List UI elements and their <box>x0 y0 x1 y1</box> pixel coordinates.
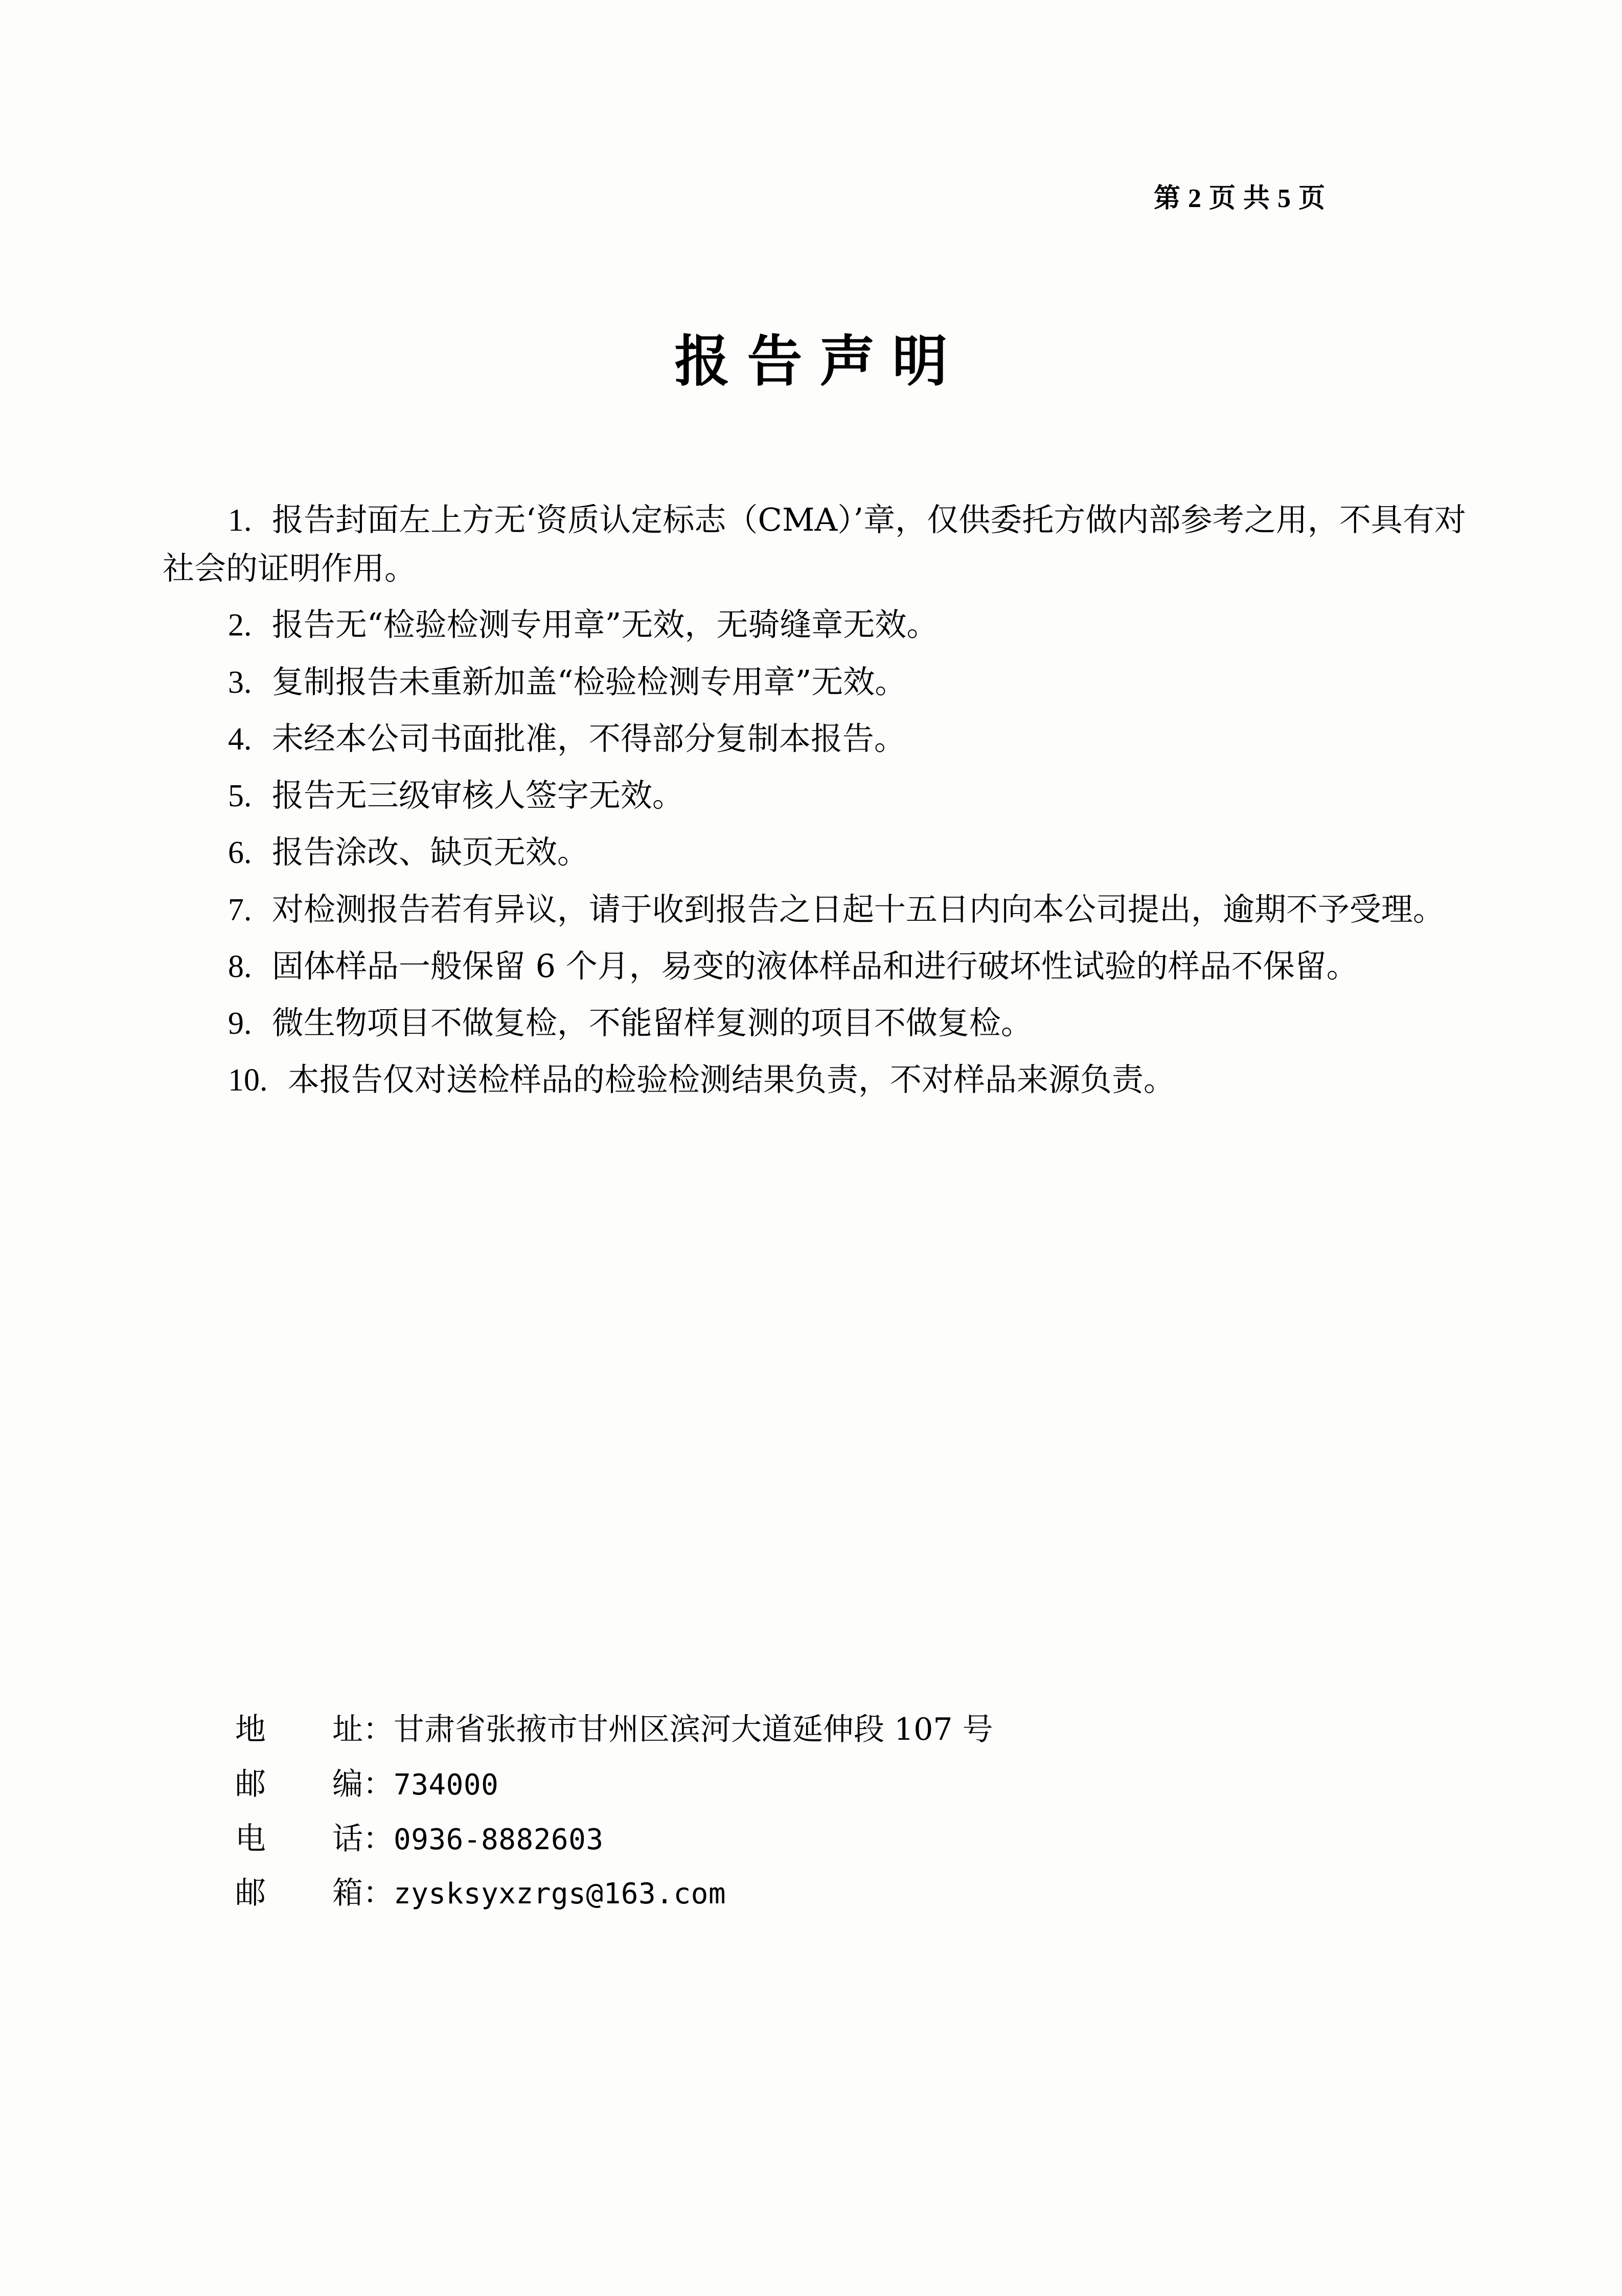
clause-item <box>163 658 1466 707</box>
contact-label-char-2: 箱 <box>332 1875 363 1912</box>
clause-text: 报告无“检验检测专用章”无效，无骑缝章无效。 <box>271 606 939 644</box>
contact-information <box>235 1702 1462 1921</box>
clause-number: 1. <box>228 503 252 538</box>
contact-label-char-2: 编 <box>332 1766 363 1802</box>
contact-value-email: zysksyxzrgs@163.com <box>394 1877 726 1911</box>
contact-label-char-2: 话 <box>332 1821 363 1857</box>
clause-text: 固体样品一般保留 6 个月，易变的液体样品和进行破坏性试验的样品不保留。 <box>271 947 1358 985</box>
clause-item <box>163 828 1466 877</box>
clause-item <box>163 771 1466 820</box>
clause-text: 复制报告未重新加盖“检验检测专用章”无效。 <box>271 663 907 700</box>
contact-label-char-2: 址 <box>332 1712 363 1747</box>
clause-number: 4. <box>228 721 252 757</box>
contact-value-postcode: 734000 <box>394 1768 499 1802</box>
clause-number: 3. <box>228 665 252 700</box>
contact-label-char-1: 电 <box>235 1821 266 1857</box>
clause-text: 报告封面左上方无‘资质认定标志（CMA）’章，仅供委托方做内部参考之用，不具有对社会的证明作用。 <box>163 501 1466 587</box>
clause-text: 报告无三级审核人签字无效。 <box>271 777 684 814</box>
contact-separator: ： <box>363 1766 394 1802</box>
page-number-header: 第 2 页 共 5 页 <box>1153 184 1326 213</box>
clause-number: 5. <box>228 779 252 814</box>
clause-item <box>163 942 1466 991</box>
clause-number: 9. <box>228 1006 252 1041</box>
contact-label-char-1: 地 <box>235 1712 266 1747</box>
contact-separator: ： <box>363 1821 394 1857</box>
report-statement-clauses <box>163 496 1466 1113</box>
contact-value-phone: 0936-8882603 <box>394 1823 604 1856</box>
contact-label-char-1: 邮 <box>235 1766 266 1802</box>
clause-item <box>163 999 1466 1048</box>
clause-text: 微生物项目不做复检，不能留样复测的项目不做复检。 <box>271 1004 1033 1042</box>
page-title: 报告声明 <box>674 329 965 394</box>
clause-number: 8. <box>228 949 252 984</box>
clause-text: 对检测报告若有异议，请于收到报告之日起十五日内向本公司提出，逾期不予受理。 <box>271 890 1445 928</box>
clause-item <box>163 1056 1466 1104</box>
clause-number: 7. <box>228 892 252 927</box>
clause-text: 未经本公司书面批准，不得部分复制本报告。 <box>271 719 906 757</box>
clause-item <box>163 601 1466 649</box>
clause-item <box>163 885 1466 934</box>
contact-value-address: 甘肃省张掖市甘州区滨河大道延伸段 107 号 <box>394 1712 993 1747</box>
clause-number: 6. <box>228 835 252 871</box>
clause-number: 2. <box>228 608 252 643</box>
contact-separator: ： <box>363 1712 394 1747</box>
clause-item <box>163 715 1466 763</box>
contact-separator: ： <box>363 1875 394 1912</box>
contact-row-phone <box>235 1812 1462 1867</box>
clause-number: 10. <box>228 1063 268 1098</box>
contact-row-email <box>235 1866 1462 1921</box>
contact-row-address <box>235 1702 1462 1757</box>
contact-row-postcode <box>235 1757 1462 1812</box>
contact-label-char-1: 邮 <box>235 1875 266 1912</box>
clause-text: 本报告仅对送检样品的检验检测结果负责，不对样品来源负责。 <box>287 1061 1175 1099</box>
clause-text: 报告涂改、缺页无效。 <box>271 833 589 871</box>
clause-item <box>163 496 1466 593</box>
